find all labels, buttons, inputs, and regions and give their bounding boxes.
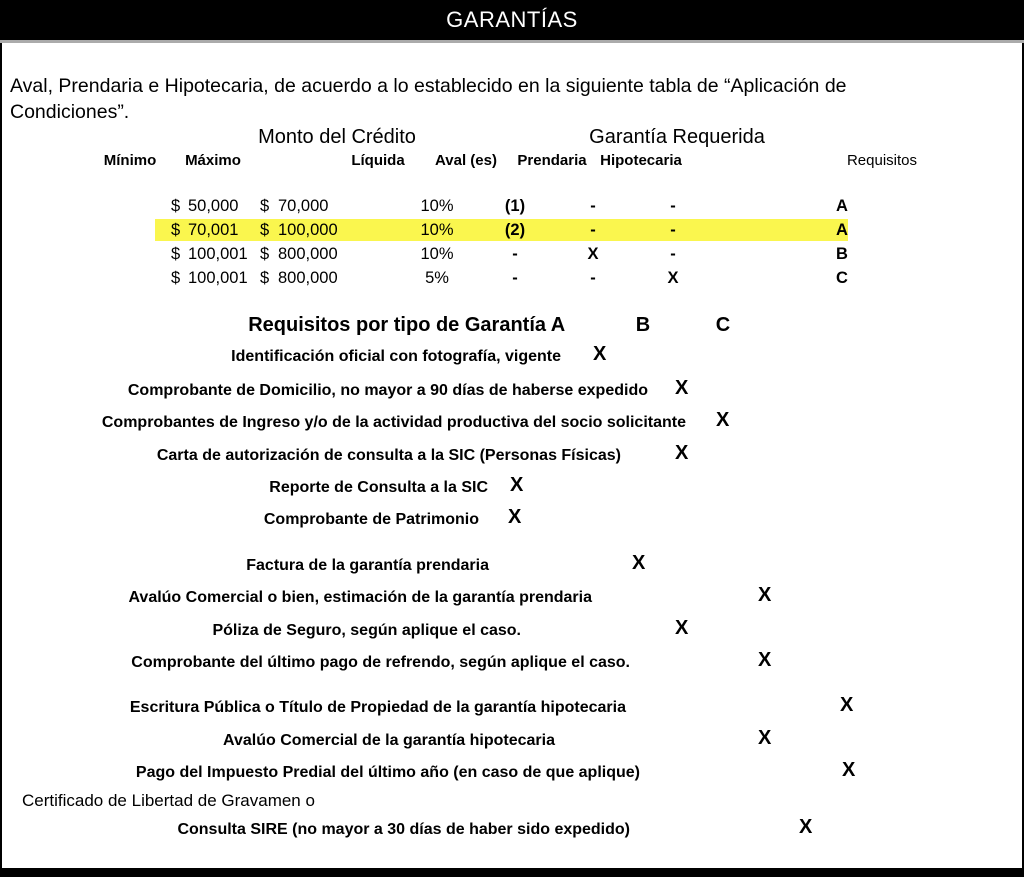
liquida-value: 10% [420,245,454,263]
requirement-row [0,474,1024,501]
minimo-value: 70,001 [188,221,239,239]
group-header-garantia-requerida: Garantía Requerida [589,126,765,148]
requisitos-value: A [836,221,848,239]
column-header-minimo: Mínimo [103,152,157,169]
currency-symbol: $ [171,221,181,239]
column-header-maximo: Máximo [185,152,241,169]
requirement-row [0,759,1024,786]
requirement-row [0,343,1024,370]
requirement-label: Avalúo Comercial de la garantía hipotecaria [223,732,555,749]
liquida-value: 5% [425,269,449,287]
requisitos-value: A [836,197,848,215]
hipotecaria-value: X [667,269,679,287]
liquida-value: 10% [420,197,454,215]
requirement-row [0,649,1024,676]
requirement-label: Certificado de Libertad de Gravamen o [22,791,315,810]
requirement-label: Comprobante de Domicilio, no mayor a 90 días de haberse expedido [127,382,648,399]
prendaria-value: - [590,221,596,239]
x-mark: X [716,409,730,431]
requirement-label: Comprobante de Patrimonio [263,511,479,528]
maximo-value: 800,000 [278,245,338,263]
requisitos-value: B [836,245,848,263]
hipotecaria-value: - [670,221,676,239]
requisitos-value: C [836,269,848,287]
x-mark: X [632,552,646,574]
currency-symbol: $ [171,245,181,263]
requirement-label: Comprobantes de Ingreso y/o de la actividad productiva del socio solicitante [101,414,686,431]
requirement-label: Consulta SIRE (no mayor a 30 días de haber sido expedido) [177,821,630,838]
requirement-label: Pago del Impuesto Predial del último año (en caso de que aplique) [135,764,640,781]
x-mark: X [842,759,856,781]
prendaria-value: - [590,269,596,287]
column-header-aval: Aval (es) [435,152,497,169]
group-header-monto-del-credito: Monto del Crédito [258,126,416,148]
requirement-row [0,442,1024,469]
requirement-row [0,409,1024,436]
requirement-row [0,506,1024,533]
x-mark: X [675,377,689,399]
currency-symbol: $ [260,269,270,287]
maximo-value: 100,000 [278,221,338,239]
requirement-row [0,377,1024,404]
requirement-row [0,552,1024,579]
liquida-value: 10% [420,221,454,239]
requirement-label: Reporte de Consulta a la SIC [269,479,488,496]
minimo-value: 100,001 [188,269,248,287]
x-mark: X [758,584,772,606]
currency-symbol: $ [171,197,181,215]
currency-symbol: $ [260,221,270,239]
currency-symbol: $ [260,197,270,215]
x-mark: X [675,617,689,639]
requirement-label: Avalúo Comercial o bien, estimación de la garantía prendaria [128,589,592,606]
currency-symbol: $ [260,245,270,263]
x-mark: X [593,343,607,365]
currency-symbol: $ [171,269,181,287]
requirement-row [0,694,1024,721]
prendaria-value: - [590,197,596,215]
x-mark: X [758,649,772,671]
requirement-label: Póliza de Seguro, según aplique el caso. [212,622,521,639]
column-header-prendaria: Prendaria [517,152,587,169]
bottom-bar [0,868,1024,877]
requirement-row [0,790,1024,814]
requirement-row [0,617,1024,644]
column-header-liquida: Líquida [351,152,405,169]
x-mark: X [840,694,854,716]
page-title: GARANTÍAS [446,7,578,32]
x-mark: X [510,474,524,496]
intro-paragraph: Aval, Prendaria e Hipotecaria, de acuerdo a lo establecido en la siguiente tabla de “Aplicación de Condiciones”. [10,74,847,123]
requirement-label: Identificación oficial con fotografía, vigente [231,348,561,365]
requirement-row [0,816,1024,843]
minimo-value: 50,000 [188,197,239,215]
requirement-label: Comprobante del último pago de refrendo, según aplique el caso. [131,654,630,671]
column-header-requisitos: Requisitos [846,152,918,169]
hipotecaria-value: - [670,197,676,215]
requirement-row [0,584,1024,611]
type-header-c: C [715,314,731,336]
aval-value: - [512,269,518,287]
aval-value: - [512,245,518,263]
requirement-label: Escritura Pública o Título de Propiedad de la garantía hipotecaria [129,699,626,716]
hipotecaria-value: - [670,245,676,263]
prendaria-value: X [587,245,599,263]
requirement-row [0,727,1024,754]
requirement-label: Carta de autorización de consulta a la SIC (Personas Físicas) [156,447,621,464]
maximo-value: 800,000 [278,269,338,287]
type-header-b: B [635,314,651,336]
x-mark: X [758,727,772,749]
column-header-hipotecaria: Hipotecaria [600,152,682,169]
minimo-value: 100,001 [188,245,248,263]
maximo-value: 70,000 [278,197,329,215]
x-mark: X [508,506,522,528]
requirement-label: Factura de la garantía prendaria [246,557,489,574]
requirements-title: Requisitos por tipo de Garantía [248,314,546,336]
aval-value: (2) [504,221,526,239]
aval-value: (1) [504,197,526,215]
x-mark: X [675,442,689,464]
type-header-a: A [550,314,566,336]
x-mark: X [799,816,813,838]
